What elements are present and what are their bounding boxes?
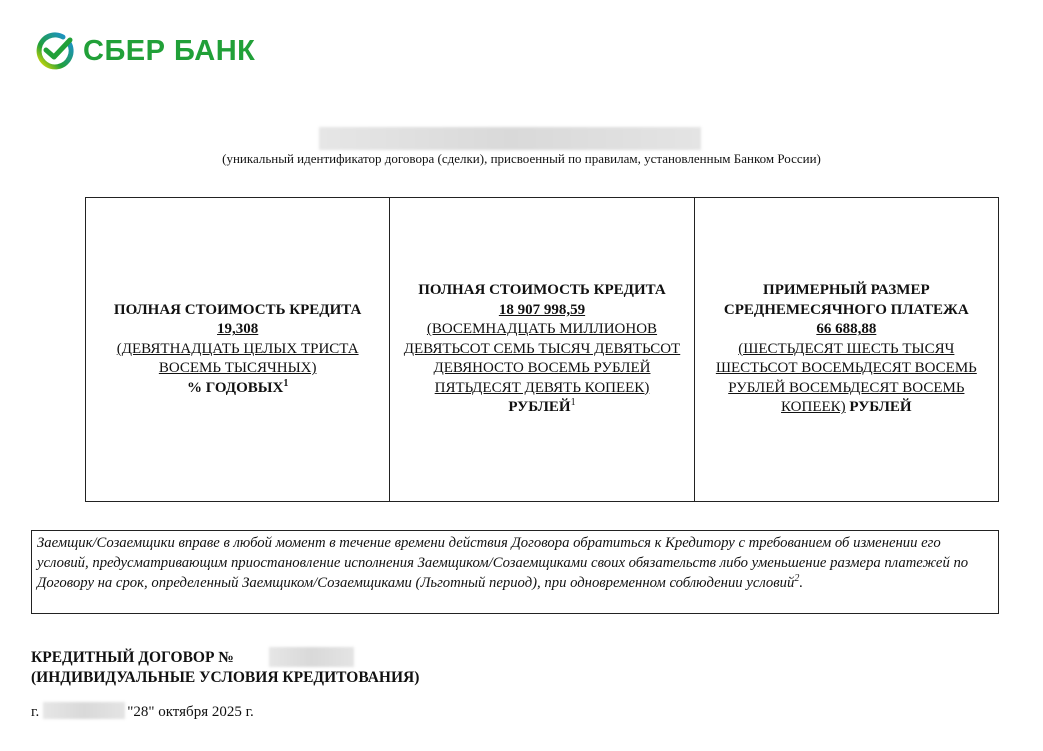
contract-number-redacted <box>269 647 354 667</box>
sber-logo <box>35 31 255 71</box>
payment-words-line <box>707 340 986 418</box>
amount-unit: РУБЛЕЙ <box>508 399 571 416</box>
contract-title-line2: (ИНДИВИДУАЛЬНЫЕ УСЛОВИЯ КРЕДИТОВАНИЯ) <box>31 669 420 686</box>
rate-value: 19,308 <box>217 321 259 338</box>
city-prefix: г. <box>31 704 40 720</box>
amount-footnote: 1 <box>570 397 576 409</box>
contract-title-line1: КРЕДИТНЫЙ ДОГОВОР № <box>31 649 234 666</box>
rate-words: (ДЕВЯТНАДЦАТЬ ЦЕЛЫХ ТРИСТА ВОСЕМЬ ТЫСЯЧНЫХ) <box>116 340 359 377</box>
contract-date: "28" октября 2025 г. <box>127 704 254 720</box>
contract-title <box>31 648 419 688</box>
cost-cell-payment <box>694 198 998 502</box>
payment-value: 66 688,88 <box>816 321 877 338</box>
brand-name: СБЕР БАНК <box>83 35 256 67</box>
notice-footnote: 2 <box>794 573 800 585</box>
payment-heading: ПРИМЕРНЫЙ РАЗМЕР СРЕДНЕМЕСЯЧНОГО ПЛАТЕЖА <box>723 282 969 318</box>
rate-heading: ПОЛНАЯ СТОИМОСТЬ КРЕДИТА <box>113 301 362 318</box>
notice-text: Заемщик/Созаемщики вправе в любой момент в течение времени действия Договора обратиться к Кредитору с требованием об изменении его условий, предусматривающим приостановление исполнения Заемщиком/Созаемщиками своих обязательств либо уменьшение размера платежей по Договору на срок, определенный Заемщиком/Созаемщиками (Льготный период), при одновременном соблюдении условий <box>37 535 969 591</box>
sber-checkmark-icon <box>35 31 75 71</box>
contract-place-date <box>31 702 254 721</box>
rate-unit-line <box>98 379 377 399</box>
grace-period-notice <box>31 530 999 614</box>
amount-heading: ПОЛНАЯ СТОИМОСТЬ КРЕДИТА <box>418 282 666 299</box>
notice-end: . <box>799 575 804 591</box>
rate-footnote: 1 <box>283 377 289 389</box>
cost-cell-rate <box>86 198 390 502</box>
contract-id-caption: (уникальный идентификатор договора (сделки), присвоенный по правилам, установленным Банком России) <box>222 151 821 166</box>
payment-unit: РУБЛЕЙ <box>849 399 912 416</box>
amount-words-line <box>402 320 681 418</box>
cost-cell-amount <box>390 198 694 502</box>
amount-value: 18 907 998,59 <box>498 301 586 318</box>
credit-cost-table <box>85 197 999 502</box>
contract-id-redacted <box>319 127 701 150</box>
payment-words: (ШЕСТЬДЕСЯТ ШЕСТЬ ТЫСЯЧ ШЕСТЬСОТ ВОСЕМЬДЕСЯТ ВОСЕМЬ РУБЛЕЙ ВОСЕМЬДЕСЯТ ВОСЕМЬ КОПЕЕК) <box>715 340 977 416</box>
city-redacted <box>43 702 125 719</box>
rate-unit: % ГОДОВЫХ <box>186 379 284 396</box>
amount-words: (ВОСЕМНАДЦАТЬ МИЛЛИОНОВ ДЕВЯТЬСОТ СЕМЬ ТЫСЯЧ ДЕВЯТЬСОТ ДЕВЯНОСТО ВОСЕМЬ РУБЛЕЙ ПЯТЬДЕСЯТ ДЕВЯТЬ КОПЕЕК) <box>403 321 681 396</box>
